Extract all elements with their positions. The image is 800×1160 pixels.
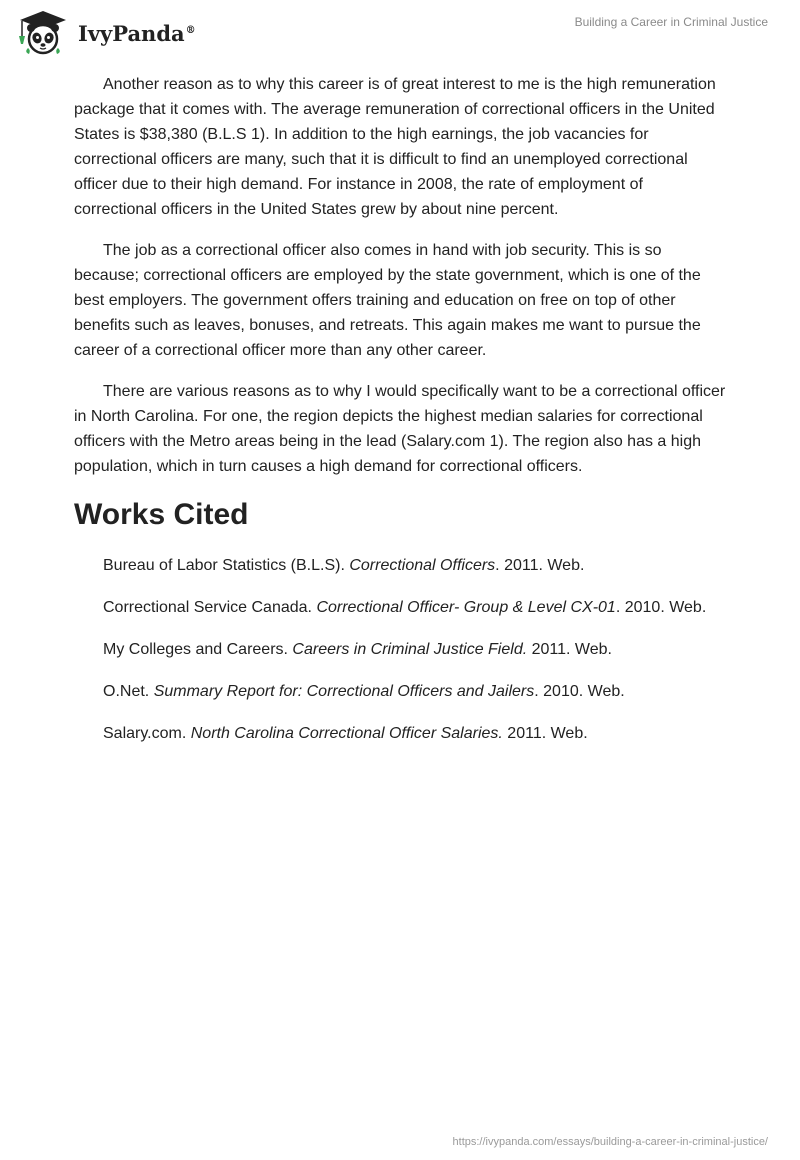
citation-entry [74, 637, 726, 662]
body-paragraph: There are various reasons as to why I would specifically want to be a correctional officer in North Carolina. For one, the region depicts the highest median salaries for correctional officers with the Metro areas being in the lead (Salary.com 1). The region also has a high population, which in turn causes a high demand for correctional officers. [74, 383, 726, 475]
ivypanda-logo[interactable] [14, 8, 196, 56]
page-header [0, 0, 800, 66]
registered-mark: ® [185, 24, 196, 36]
essay-content [74, 72, 726, 763]
works-cited-heading: Works Cited [74, 498, 249, 531]
citation-details: . 2010. Web. [615, 599, 707, 616]
citation-author: Salary.com. [103, 725, 191, 742]
citation-title: Summary Report for: Correctional Officers and Jailers [153, 683, 535, 700]
citation-details: . 2010. Web. [534, 683, 625, 700]
citation-title: Correctional Officer- Group & Level CX-01 [316, 599, 616, 616]
source-url-link[interactable]: https://ivypanda.com/essays/building-a-career-in-criminal-justice/ [452, 1136, 768, 1148]
citation-title: Careers in Criminal Justice Field. [292, 641, 528, 658]
body-paragraph: Another reason as to why this career is of great interest to me is the high remuneration package that it comes with. The average remuneration of correctional officers in the United States is $38,380 (B.L.S 1). In addition to the high earnings, the job vacancies for correctional officers are many, such that it is difficult to find an unemployed correctional officer due to their high demand. For instance in 2008, the rate of employment of correctional officers in the United States grew by about nine percent. [74, 76, 716, 218]
citation-title: Correctional Officers [349, 557, 496, 574]
citation-entry [74, 679, 726, 704]
citation-details: 2011. Web. [527, 641, 612, 658]
document-title: Building a Career in Criminal Justice [574, 15, 768, 29]
citation-author: Bureau of Labor Statistics (B.L.S). [103, 557, 350, 574]
citation-entry [74, 595, 726, 620]
brand-name: IvyPanda® [78, 20, 196, 46]
citation-author: O.Net. [103, 683, 154, 700]
citation-entry [74, 553, 726, 578]
body-paragraph: The job as a correctional officer also comes in hand with job security. This is so because; correctional officers are employed by the state government, which is one of the best employers. The government offers training and education on free on top of other benefits such as leaves, bonuses, and retreats. This again makes me want to pursue the career of a correctional officer more than any other career. [74, 242, 701, 359]
citation-title: North Carolina Correctional Officer Salaries. [190, 725, 503, 742]
citation-details: 2011. Web. [502, 725, 588, 742]
citation-author: My Colleges and Careers. [103, 641, 293, 658]
citation-author: Correctional Service Canada. [103, 599, 317, 616]
panda-graduate-icon [14, 8, 72, 56]
citation-details: . 2011. Web. [495, 557, 585, 574]
citation-entry [74, 721, 726, 746]
